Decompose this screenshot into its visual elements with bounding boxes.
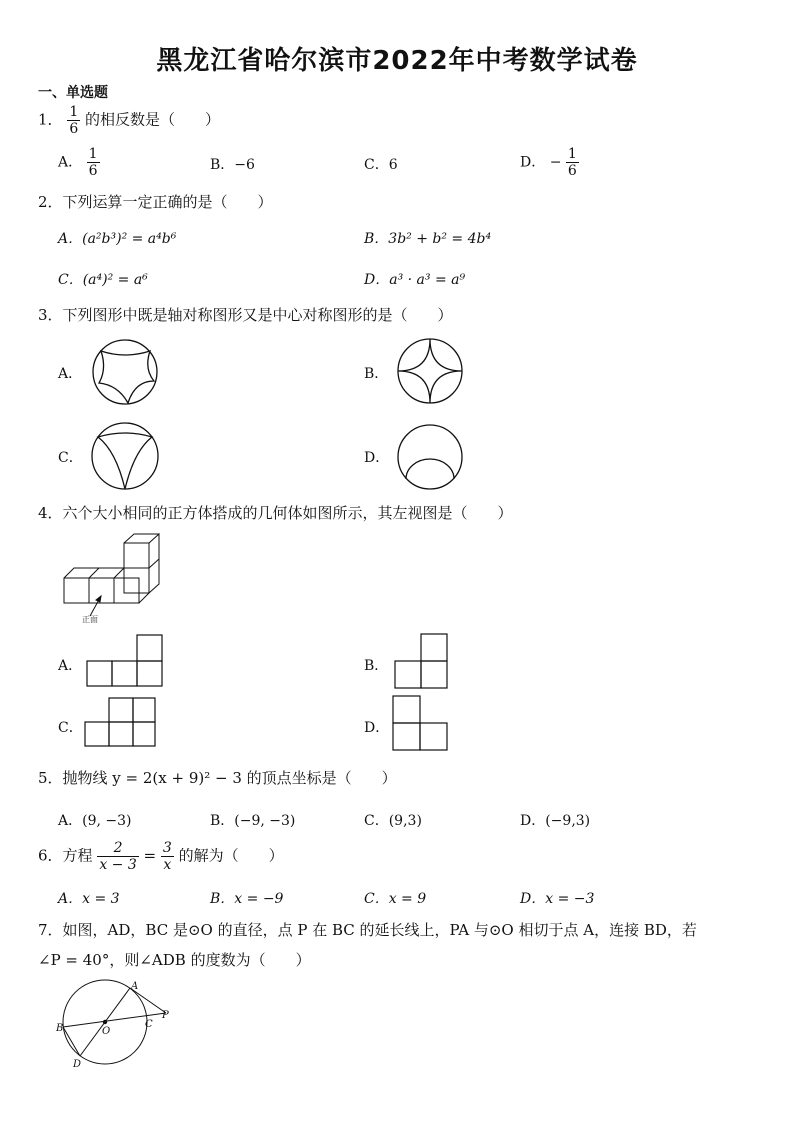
q5-option-b[interactable]: B．(−9, −3) bbox=[210, 813, 296, 829]
q1-option-a[interactable]: A． $\frac{1}{6}$ bbox=[58, 146, 98, 179]
question-5: 5．抛物线 y = 2(x + 9)² − 3 的顶点坐标是（ ） bbox=[38, 769, 397, 787]
q3-figure-c bbox=[88, 421, 162, 491]
q3-option-d[interactable]: D． bbox=[364, 450, 390, 466]
q3-option-c[interactable]: C． bbox=[58, 450, 83, 466]
q1-option-d[interactable]: D． − $\frac{1}{6}$ bbox=[520, 146, 577, 179]
q4-option-b[interactable]: B． bbox=[364, 658, 389, 674]
page-title: 黑龙江省哈尔滨市2022年中考数学试卷 bbox=[156, 46, 638, 76]
q4-view-a bbox=[86, 634, 164, 688]
question-stem: 的相反数是（ ） bbox=[85, 110, 221, 129]
question-3: 3．下列图形中既是轴对称图形又是中心对称图形的是（ ） bbox=[38, 306, 453, 324]
q3-option-a[interactable]: A． bbox=[58, 366, 83, 382]
q4-option-c[interactable]: C． bbox=[58, 720, 83, 736]
question-4: 4．六个大小相同的正方体搭成的几何体如图所示，其左视图是（ ） bbox=[38, 504, 513, 522]
q4-option-a[interactable]: A． bbox=[58, 658, 83, 674]
q4-view-c bbox=[84, 696, 156, 748]
point-label-p: P bbox=[162, 1010, 169, 1021]
point-label-d: D bbox=[73, 1059, 82, 1070]
fraction: $\frac{1}{6}$ bbox=[567, 146, 577, 179]
q6-option-b[interactable]: B．x = −9 bbox=[210, 891, 284, 907]
q6-option-c[interactable]: C．x = 9 bbox=[364, 891, 427, 907]
q3-figure-b bbox=[396, 337, 464, 405]
question-number: 1． bbox=[38, 110, 63, 129]
q7-circle-diagram bbox=[54, 980, 178, 1072]
question-7-line-1: 7．如图，AD，BC 是⊙O 的直径，点 P 在 BC 的延长线上，PA 与⊙O 相切于点 A，连接 BD，若 bbox=[38, 921, 697, 939]
question-2: 2．下列运算一定正确的是（ ） bbox=[38, 193, 273, 211]
fraction: $\frac{2}{x - 3}$ bbox=[99, 840, 137, 873]
q2-option-b[interactable]: B．3b² + b² = 4b⁴ bbox=[364, 231, 492, 247]
section-heading: 一、单选题 bbox=[38, 85, 108, 101]
question-7-line-2: ∠P = 40°，则∠ADB 的度数为（ ） bbox=[38, 951, 311, 969]
q4-view-b bbox=[394, 632, 450, 690]
q4-solid-figure bbox=[60, 534, 164, 626]
q6-option-a[interactable]: A．x = 3 bbox=[58, 891, 120, 907]
q2-option-c[interactable]: C．(a⁴)² = a⁶ bbox=[58, 272, 148, 288]
point-label-o: O bbox=[102, 1026, 111, 1037]
front-label: 正面 bbox=[82, 615, 98, 624]
fraction: $\frac{1}{6}$ bbox=[88, 146, 98, 179]
q5-option-a[interactable]: A．(9, −3) bbox=[58, 813, 132, 829]
q2-option-d[interactable]: D．a³ · a³ = a⁹ bbox=[364, 272, 466, 288]
q4-option-d[interactable]: D． bbox=[364, 720, 390, 736]
q3-option-b[interactable]: B． bbox=[364, 366, 389, 382]
question-1 bbox=[38, 104, 220, 137]
q3-figure-d bbox=[396, 423, 464, 491]
q1-option-c[interactable]: C．6 bbox=[364, 157, 398, 173]
q5-option-c[interactable]: C．(9,3) bbox=[364, 813, 422, 829]
fraction: $\frac{3}{x}$ bbox=[162, 840, 172, 873]
point-label-a: A bbox=[131, 981, 139, 992]
point-label-b: B bbox=[56, 1023, 64, 1034]
q4-view-d bbox=[392, 694, 450, 752]
question-6: 6．方程 $\frac{2}{x - 3}$ = $\frac{3}{x}$ 的解为（ ） bbox=[38, 840, 284, 873]
fraction: $\frac{1}{6}$ bbox=[69, 104, 79, 137]
q3-figure-a bbox=[88, 339, 162, 405]
point-label-c: C bbox=[145, 1019, 153, 1030]
q1-option-b[interactable]: B．−6 bbox=[210, 157, 255, 173]
q6-option-d[interactable]: D．x = −3 bbox=[520, 891, 595, 907]
q5-option-d[interactable]: D．(−9,3) bbox=[520, 813, 591, 829]
q2-option-a[interactable]: A．(a²b³)² = a⁴b⁶ bbox=[58, 231, 177, 247]
